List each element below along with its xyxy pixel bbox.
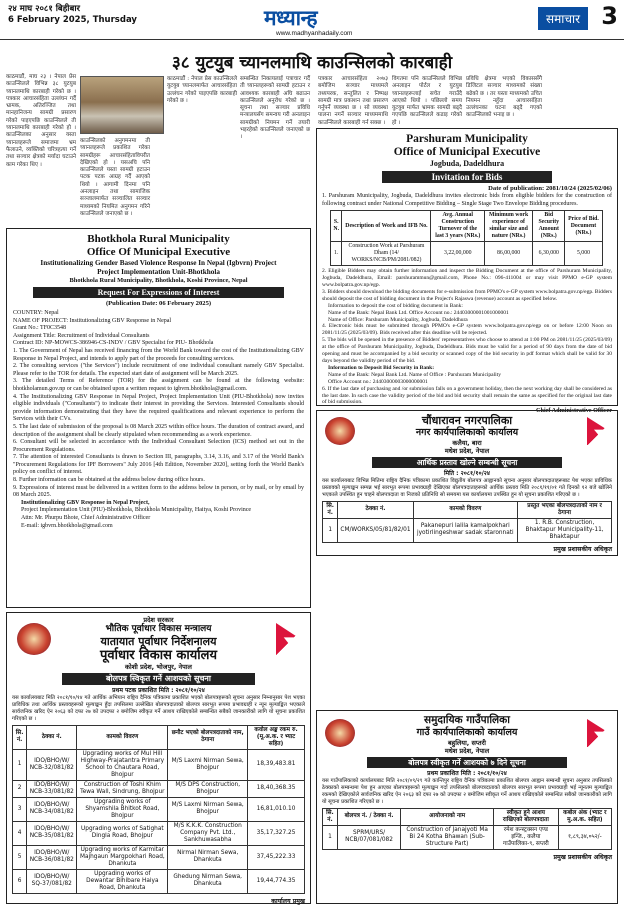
list-item: 3. Bidders should download the bidding documents for e-submission from PPMO's e-GP system www.bolpatra.gov.np/egp. Bidders should deposit the cost of bidding document in the Project's Rajaswa (revenue) account as specified below. [322,288,612,302]
ad-title-5: Bhotkhola Rural Municipality, Bhotkhola, Koshi Province, Nepal [69,277,248,284]
table-cell: 16,81,010.10 [248,797,305,821]
ad-title-2: यातायात पूर्वाधार निर्देशनालय [100,635,217,648]
table-cell: 19,44,774.35 [248,869,305,893]
ad-title-1: भौतिक पूर्वाधार विकास मन्त्रालय [105,624,212,634]
address-line: E-mail: igbvrn.bhotkhola@gmail.com [21,522,113,529]
table-header [323,501,612,518]
meta-line: NAME OF PROJECT: Institutionalizing GBV Response in Nepal [13,317,172,324]
meta-line: Assignment Title: Recruitment of Individual Consultants [13,332,150,339]
ad-banner: Request For Expressions of Interest [33,287,284,298]
table-row [13,797,305,821]
list-item: Name of the Bank: Nepal Bank Ltd. Office Account no.: 24403000001001000001 [328,309,509,316]
ad-items [322,268,612,406]
ad-meta [13,310,304,348]
column-header: सि. नं. [13,725,27,749]
table-cell: Upgrading works of Satighat Dingla Road, Bhojpur [77,821,168,845]
table-header [331,211,603,242]
date-english: 6 February 2025, Thursday [8,15,137,25]
signatory: प्रमुख प्रशासकीय अधिकृत [553,853,612,861]
table-cell: Ghedung Nirman Sewa, Dhankuta [168,869,248,893]
publication-date: (Publication Date: 06 February 2025) [105,300,212,307]
column-header: स्वीकृत हुने आशय राखिएको बोलपत्रदाता [494,808,559,825]
column-header: Minimum work experience of similar size and nature (NRs.) [485,211,533,242]
contract-table [12,725,305,894]
ad-banner: बोलपत्र स्वीकृत गर्ने आशयको ७ दिने सूचना [367,757,567,768]
ad-title-1: समुदायिक गाउँपालिका [424,714,510,726]
table-cell: SPRM/URS/ NCB/07/081/082 [337,825,400,849]
column-header: प्रस्तुत भएका बोलपत्रदाताको नाम र ठेगाना [518,501,612,518]
ad-title-1: Parshuram Municipality [406,133,528,145]
ad-items [13,348,304,500]
parshuram-ad [316,128,618,415]
ad-title-2: नगर कार्यपालिकाको कार्यालय [415,427,519,438]
date-nepali: २४ माघ २०८१ बिहीबार [8,4,81,14]
list-item: 8. Further information can be obtained at the address below during office hours. [13,477,205,484]
signatory: Chief Administrative Officer [536,407,612,415]
table-cell: M/S Laxmi Nirman Sewa, Bhojpur [168,797,248,821]
ad-title-3: Jogbuda, Dadeldhura [429,159,505,168]
news-column-1: काठमाडौं, माघ २३ । नेपाल प्रेस काउन्सिलले विभिन्न ३८ युटयुब च्यानलमाथि कारबाही गरेको छ । पत्रकार आचारसंहिता उल्लंघन गर्दै भ्रामक, अतिरञ्जित तथा मानहानिजन्य सामग्री प्रसारण गरेको पाइएपछि काउन्सिलले ती च्यानलमाथि कारबाही गरेको हो । काउन्सिलका अनुसार यस्ता च्यानलहरूले समाजमा भ्रम फैलाउने, व्यक्तिको चरित्रहत्या गर्ने तथा सञ्चार क्षेत्रको मर्यादा घटाउने काम गरेका थिए । [6,74,76,168]
address-line: Attn: Mr. Phurpu Bhote, Chief Administrative Officer [21,515,151,522]
column-header: कवोल अङ्क रकम रु. (मू.अ.क. र भ्याट सहित) [248,725,305,749]
table-cell: IDO/BHO/W/ NCB-32/081/82 [27,749,77,780]
list-item: 5. The bids will be opened in the presence of Bidders' representatives who choose to attend at 1:00 PM on 2081/11/25 (2025/03/09) at the office of Parshuram Municipality, Jogbuda, Dadeldhura. Bids must be valid for a period of 90 days from the date of bid opening and must be accompanied by a bid security or scanned copy of the bid security in pdf format which shall be valid for 30 days beyond the validity period of the bid. [322,337,612,364]
column-header: सि. नं. [323,501,338,518]
table-cell: Construction of Janajyoti Ma Bi 24 Kotha Bhawan (Sub-Structure Part) [401,825,494,849]
table-cell: Upgrading works of Mul Hill Highway-Prajatantra Primary School to Chautara Road, Bhojpur [77,749,168,780]
table-cell: 5,000 [565,242,602,266]
table-cell: 5 [13,845,27,869]
column-header: ठेक्का नं. [27,725,77,749]
meta-line: Contract ID: NP-MOWCS-386946-CS-INDV / GBV Specialist for PIU- Bhotkhola [13,340,214,347]
list-item: Name of the Bank: Nepal Bank Ltd. Name of Office : Parshuram Municipality [328,371,501,378]
publication-date: प्रथम प्रकाशित मिति : २०८१/१०/२४ [427,770,507,777]
list-item: 6. Consultant will be selected in accordance with the Individual Consultant Selection (ICS) method set out in the Procurement Regulations. [13,439,304,453]
news-column-5: विगतमा पनि काउन्सिलले विभिन्न अनलाइन पोर्टल र युटयुब च्यानलहरूलाई सचेत गराउँदै आएको थियो । पछिल्लो समय युटयुब मार्फत भ्रामक सामग्री बढ्दै गएपछि काउन्सिलले कडाइ गरेको हो । [392,76,462,126]
samudayik-ad [316,710,618,904]
ad-title-2: Office of Municipal Executive [393,146,541,158]
table-cell: रमेश कन्स्ट्रक्सन एण्ड इन्जि., कलैया गाउँपालिका-९, सप्तरी [494,825,559,849]
section-label: समाचार [538,7,588,30]
bid-table [330,210,603,266]
masthead-url: www.madhyanhadaily.com [276,30,353,37]
table-cell: 2 [13,780,27,797]
ad-banner: आर्थिक प्रस्ताव खोल्ने सम्बन्धी सूचना [372,457,562,468]
ad-intro: 1. Parshuram Municipality, Jogbuda, Dadeldhura invites electronic bids from eligible bidders for the construction of following contract under National Competitive Bidding – Single Stage Two Envelope Bidding procedures. [322,193,612,207]
column-header: Bid Security Amount (NRs.) [533,211,565,242]
column-header: आयोजनाको नाम [401,808,494,825]
table-cell: M/S K.K.K. Construction Company Pvt. Ltd., Sankhuwasabha [168,821,248,845]
table-cell: १,८९,३४,०५२/- [558,825,611,849]
table-cell: 35,17,327.25 [248,821,305,845]
table-cell: 1 [13,749,27,780]
table-row [13,869,305,893]
table-cell: Construction Work at Parshuram Dham (14/ WORKS/NCB/PM/2081/082) [342,242,431,266]
news-headline: ३८ युटयुब च्यानलमाथि काउन्सिलको कारबाही [171,53,453,73]
table-cell: M/S Laxmi Nirman Sewa, Bhojpur [168,749,248,780]
news-column-6: प्रविधि क्षेत्रमा भएको विकाससँगै डिजिटल सञ्चार माध्यमको संख्या बढेको छ । तर यस्ता माध्यमको उचित नियमन नहुँदा आचारसंहिता उल्लंघनका घटना बढ्दै गएको काउन्सिलको भनाइ छ । [466,76,542,119]
meta-line: COUNTRY: Nepal [13,310,59,316]
list-item: Name of Office: Parshuram Municipality, Jogbuda, Dadeldhura [328,316,468,323]
ad-title-2: Office Of Municipal Executive [86,246,231,258]
table-cell: M/S DPS Construction, Bhojpur [168,780,248,797]
table-row [331,242,603,266]
list-item: Information to Deposit Bid Security in Bank: [328,364,435,371]
column-header: कामको विवरण [413,501,518,518]
table-row [13,780,305,797]
table-cell: IDO/BHO/W/ NCB-36/081/82 [27,845,77,869]
table-cell: Upgrading works of Shyamshila Bhitkot Road, Bhojpur [77,797,168,821]
signatory: प्रमुख प्रशासकीय अधिकृत [553,545,612,553]
ad-title-4: मधेश प्रदेश, नेपाल [444,447,490,455]
table-cell: 18,39,483.81 [248,749,305,780]
column-header: छनौट भएको बोलपत्रदाताको नाम, ठेगाना [168,725,248,749]
news-column-4: पत्रकार आचारसंहिता २०७३ बमोजिम सञ्चार माध्यमले तथ्यपरक, सन्तुलित र निष्पक्ष सामग्री मात्र प्रकाशन तथा प्रसारण गर्नुपर्ने व्यवस्था छ । सो व्यवस्था पालना नगर्ने सञ्चार माध्यममाथि काउन्सिलले कारबाही गर्न सक्छ । [318,76,388,126]
news-column-3: सम्बन्धित निकायलाई पत्राचार गर्दै ती च्यानलहरूको सामग्री हटाउन र आवश्यक कारबाही अघि बढाउन काउन्सिलले अनुरोध गरेको छ । सूचना तथा सञ्चार प्रविधि मन्त्रालयसँग समन्वय गरी अनलाइन सामग्रीको नियमन गर्ने तयारी भइरहेको काउन्सिलले जनाएको छ । [240,76,310,141]
table-cell: Pakanepuri lalila kamalpokhari jyotirlingeshwar sadak staronnati [413,518,518,542]
page-number: 3 [601,2,618,30]
table-cell: 1 [323,825,338,849]
table-cell: 6 [13,869,27,893]
emblem-icon [325,417,355,445]
address-line: Institutionalizing GBV Response in Nepal Project, [21,499,150,506]
list-item: 2. Eligible Bidders may obtain further information and inspect the Bidding Document at the office of Parshuram Municipality, Jogbuda, Dadeldhura, Email: parshurammun@gmail.com, Phone No.: 096-411004 or may visit PPMO e-GP system www.bolpatra.gov.np/egp. [322,268,612,288]
table-header [323,808,612,825]
address-line: Project Implementation Unit (PIU)-Bhotkhola, Bhotkhola Municipality, Haitya, Koshi Province [21,507,252,514]
table-cell: Nirmal Nirman Sewa, Dhankuta [168,845,248,869]
table-cell: IDO/BHO/W/ NCB-34/081/82 [27,797,77,821]
news-photo [80,76,164,134]
table-row [323,518,612,542]
table-cell: 1. R.B. Construction, Bhaktapur Municipality-11, Bhaktapur [518,518,612,542]
list-item: 9. Expressions of interest must be delivered in a written form to the address below in person, or by mail, or by email by 08 March 2025. [13,484,304,499]
column-header: कबोल अंक (भ्याट र मु.अ.क. सहित) [558,808,611,825]
table-cell: Upgrading works of Dewantar Bihibare Haiya Road, Dhankuta [77,869,168,893]
ad-title-4: कोशी प्रदेश, भोजपुर, नेपाल [125,663,192,671]
column-header: बोलपत्र नं. / ठेक्का नं. [337,808,400,825]
ad-title-1: Bhotkhola Rural Municipality [87,233,230,245]
ad-title-2: गाउँ कार्यपालिकाको कार्यालय [416,727,518,738]
masthead-logo: मध्यान्ह [264,6,318,30]
table-row [13,821,305,845]
table-header [13,725,305,749]
ad-title-3: पूर्वाधार विकास कार्यालय [99,648,218,663]
ad-title-4: Project Implementation Unit-Bhotkhola [97,268,220,276]
table-cell: 3,22,00,000 [431,242,485,266]
table-row [13,845,305,869]
bidder-table [322,808,612,850]
news-column-2: काउन्सिलको अनुगमनमा ती च्यानलहरूले प्रकाशित गरेका सामग्रीहरू आचारसंहिताविपरीत देखिएको हो । यसअघि पनि काउन्सिलले यस्ता सामग्री हटाउन पटक पटक आग्रह गर्दै आएको थियो । आगामी दिनमा पनि अनलाइन तथा सामाजिक सञ्जालमार्फत सञ्चालित सञ्चार माध्यमको नियमित अनुगमन गरिने काउन्सिलले जनाएको छ । [80,138,150,217]
signatory: कार्यालय प्रमुख [271,897,305,905]
ad-body: यस कार्यालयबाट मिति २०८१/१०/१४ गते आर्थिक अभियान राष्ट्रिय दैनिक पत्रिकामा प्रकाशित भएको बोलपत्रहरूको सूचना अनुसार निम्नानुसार पेश भएका प्राविधिक तथा आर्थिक प्रस्तावहरूको मूल्याङ्कन हुँदा तपसिलमा उल्लेखित बोलपत्रदाताको बोलपत्र सारभूत रूपमा प्रभावग्राही र न्यून मूल्याङ्कित भएकाले सार्वजनिक खरिद ऐन २०६३ को दफा २७ को उपदफा २ बमोजिम स्वीकृत गर्ने आशय राखिएकोले सम्बन्धित सबैको जानकारीको लागि यो सूचना प्रकाशित गरिएको छ । [12,695,305,722]
emblem-icon [17,623,51,655]
issue-date [8,4,137,26]
news-photo-caption: काठमाडौं : नेपाल प्रेस काउन्सिलले युटयुब च्यानलमार्फत आचारसंहिता उल्लंघन गरेको पाइएपछि कारबाही गरेको छ । [167,76,237,104]
publication-date: मिति : २०८१/१०/२४ [443,470,491,477]
list-item: 2. The consulting services ("the Services") include recruitment of one individual consultant namely GBV Specialist. Please refer to the TOR for details. The expected start date of assignment will be March 2025. [13,363,304,377]
table-cell: CM/WORKS/05/81/82/01 [338,518,413,542]
table-cell: 37,45,222.33 [248,845,305,869]
table-cell: IDO/BHO/W/ NCB-35/081/82 [27,821,77,845]
list-item: 5. The last date of submission of the proposal is 08 March 2025 within office hours. The duration of contract award, and description of the assignment shall be clearly stipulated when recommending as a work experience. [13,423,304,438]
ad-title-0: प्रदेश सरकार [143,616,174,624]
publication-date: प्रथम पटक प्रकाशित मिति : २०८१/१०/२४ [112,687,205,694]
table-cell: IDO/BHO/W/ SQ-37/081/82 [27,869,77,893]
table-cell: 6,30,000 [533,242,565,266]
list-item: Information to deposit the cost of bidding document in Bank: [328,302,463,309]
table-cell: IDO/BHO/W/ NCB-33/081/82 [27,780,77,797]
ad-body: यस कार्यालयबाट विभिन्न मितिमा राष्ट्रिय दैनिक पत्रिकामा प्रकाशित विद्युतीय बोलपत्र आह्वानको सूचना अनुसार बोलपत्रदाताहरूबाट पेश भएका प्राविधिक प्रस्तावको मूल्याङ्कन सम्पन्न भई सारभूत रूपमा प्रभावग्राही देखिएका बोलपत्रदाताहरूको आर्थिक प्रस्ताव मिति २०८१/११/०१ गते दिनको १२ बजे खोलिने भएकाले उपस्थित हुन चाहने बोलपत्रदाता वा निजको प्रतिनिधि सो समयमा यस कार्यालयमा उपस्थित हुन यो सूचना प्रकाशित गरिएको छ । [322,478,612,498]
list-item: 4. The Institutionalizing GBV Response in Nepal Project, Project Implementation Unit (PIU-Bhotkhola) now invites eligible individuals ("Consultants") to indicate their interest in providing the Services. Interested Consultants should provide information demonstrating that they have the required qualifications and relevant experience to perform the Services with their CVs. [13,393,304,423]
ad-title-1: चौंधारावन नगरपालिका [421,414,513,427]
ad-title-3: कलैया, बारा [452,439,482,447]
list-item: 1. The Government of Nepal has received financing from the World Bank toward the cost of the Institutionalizing GBV Response in Nepal Project, and intends to apply part of the proceeds for consulting services. [13,347,304,362]
column-header: Price of Bid. Document (NRs.) [565,211,602,242]
column-header: Description of Work and IFB No. [342,211,431,242]
chaudhara-ad [316,410,618,556]
table-cell: 3 [13,797,27,821]
table-cell: 4 [13,821,27,845]
ad-banner: बोलपत्र स्विकृत गर्ने आशयको सूचना [62,673,255,685]
ad-banner: Invitation for Bids [382,171,552,183]
column-header: कामको विवरण [77,725,168,749]
publication-date: Date of publication: 2081/10/24 (2025/02/06) [488,185,612,192]
bhotkhola-ad [6,228,311,608]
table-cell: 1 [323,518,338,542]
purbadhar-ad [6,612,311,904]
meta-line: Grant No.: TF0C3548 [13,325,67,332]
ad-title-3: Institutionalizing Gender Based Violence Response In Nepal (Igbvrn) Project [40,259,277,267]
table-row [323,825,612,849]
column-header: ठेक्का नं. [338,501,413,518]
list-item: 3. The detailed Terms of Reference (TOR) for the assignment can be found at the following website: bhotkholamun.gov.np or can be obtained upon a written request to igbvrn.bhotkhola@gmail.com. [13,378,304,392]
column-header: सि. नं. [323,808,338,825]
column-header: S. N. [331,211,342,242]
table-row [13,749,305,780]
table-cell: 1. [331,242,342,266]
table-cell: 86,00,000 [485,242,533,266]
ad-title-4: मधेश प्रदेश, नेपाल [444,747,490,755]
ad-title-3: बहुलिया, सप्तरी [448,739,486,747]
list-item: 6. If the last date of purchasing and /or submission falls on a government holiday, then the next working day shall be considered as the last date. In such case the validity period of the bid and bid security shall remain the same as specified for the original last date of bid submission. [322,385,612,406]
list-item: 7. The attention of interested Consultants is drawn to Section III, paragraphs, 3.14, 3.16, and 3.17 of the World Bank's "Procurement Regulations for IPF Borrowers" July 2016 [4th Edition, November 2020], setting forth the World Bank's policy on conflict of interest. [13,454,304,476]
table-cell: 18,40,368.35 [248,780,305,797]
table-cell: Upgrading works of Karmitar Majhgaun Margpokhari Road, Dhankuta [77,845,168,869]
column-header: Avg. Annual Construction Turnover of the last 3 years (NRs.) [431,211,485,242]
bidder-table [322,501,612,543]
contact-address [13,500,304,530]
list-item: Office Account no.: 24403000003000000001 [328,378,428,385]
ad-body: यस गाउँपालिकाको कार्यालयबाट मिति २०८१/०९/२९ गते कान्तिपुर राष्ट्रिय दैनिक पत्रिकामा प्रकाशित बोलपत्र आह्वान सम्बन्धी सूचना अनुसार तपसिलको ठेक्काको सम्बन्धमा पेश हुन आएका बोलपत्रहरूको मूल्याङ्कन गर्दा तपसिलको बोलपत्रदाताको बोलपत्र सारभूत रूपमा प्रभावग्राही भई न्यूनतम मूल्याङ्कित रकमको देखिएकोले सार्वजनिक खरिद ऐन २०६३ को दफा २७ को उपदफा २ बमोजिम स्वीकृत गर्ने आशय राखिएकोले सम्बन्धित सबैको जानकारीको लागि यो सूचना प्रकाशित गरिएको छ । [322,778,612,805]
table-cell: Construction of Toshi Khim Tewa Wall, Sindrung, Bhojpur [77,780,168,797]
list-item: 4. Electronic bids must be submitted through PPMO's e-GP system www.bolpatra.gov.np/egp on or before 12:00 Noon on 2081/11/25 (2025/03/09). Bids received after this deadline will be rejected. [322,323,612,337]
emblem-icon [325,719,355,747]
